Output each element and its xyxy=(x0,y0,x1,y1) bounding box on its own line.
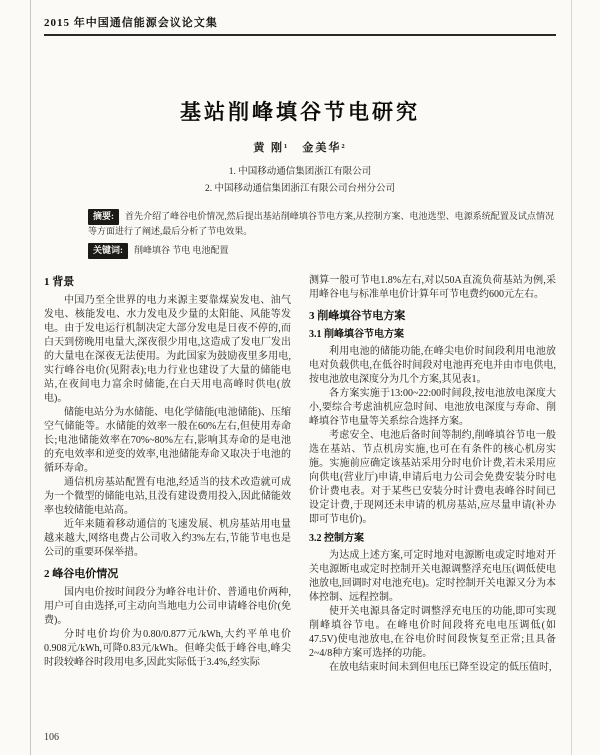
section-1-paragraph-4: 近年来随着移动通信的飞速发展、机房基站用电量越来越大,网络电费占公司收入约3%左右,节能节电也是公司的重要环保举措。 xyxy=(44,519,291,558)
page-content xyxy=(44,14,556,726)
section-2-paragraph-1: 国内电价按时间段分为峰谷电计价、普通电价两种,用户可自由选择,可主动向当地电力公司申请峰谷电价(免费)。 xyxy=(44,587,291,626)
section-1-paragraph-3: 通信机房基站配置有电池,经适当的技术改造就可成为一个微型的储能电站,且没有建设费用投入,因此储能效率也较储能电站高。 xyxy=(44,477,291,516)
keywords-label-badge: 关键词: xyxy=(88,243,128,259)
section-3-2-paragraph-2: 使开关电源具备定时调整浮充电压的功能,即可实现削峰填谷节电。在峰电价时间段将充电电压调低(如47.5V)使电池放电,在谷电价时间段恢复至正常;且具备2~4/8种方案可选择的功能。 xyxy=(309,606,556,659)
section-3-1-heading: 3.1 削峰填谷节电方案 xyxy=(309,329,404,340)
keywords-row xyxy=(88,243,554,259)
section-1-heading: 1 背景 xyxy=(44,276,75,288)
authors-line: 黄 刚¹ 金美华² xyxy=(253,142,347,154)
abstract-text: 首先介绍了峰谷电价情况,然后提出基站削峰填谷节电方案,从控制方案、电池选型、电源系统配置及试点情况等方面进行了阐述,最后分析了节电效果。 xyxy=(88,211,554,236)
section-1-paragraph-2: 储能电站分为水储能、电化学储能(电池储能)、压缩空气储能等。水储能的效率一般在60%左右,但使用寿命长;电池储能效率在70%~80%左右,影响其寿命的是电池的充电效率和逆变的效率,电池储能寿命又取决于电池的循环寿命。 xyxy=(44,407,291,474)
column-left xyxy=(44,274,291,726)
section-3-1-paragraph-1: 利用电池的储能功能,在峰尖电价时间段利用电池放电对负载供电,在低谷时间段对电池再充电并由市电供电,按电池放电深度分为几个方案,其见表1。 xyxy=(309,346,556,385)
paper-title: 基站削峰填谷节电研究 xyxy=(180,100,420,124)
keywords-text: 削峰填谷 节电 电池配置 xyxy=(134,245,229,255)
abstract-label-badge: 摘要: xyxy=(88,209,119,225)
page-number: 106 xyxy=(44,732,59,743)
section-3-1-paragraph-2: 各方案实施于13:00~22:00时间段,按电池放电深度大小,要综合考虑油机应急时间、电池放电深度与寿命、削峰填谷节电量等关系综合选择方案。 xyxy=(309,388,556,427)
abstract-block xyxy=(44,209,556,259)
affiliation-2: 2. 中国移动通信集团浙江有限公司台州分公司 xyxy=(204,184,395,194)
affiliation-1: 1. 中国移动通信集团浙江有限公司 xyxy=(228,167,372,177)
continuation-paragraph: 测算一般可节电1.8%左右,对以50A直流负荷基站为例,采用峰谷电与标准单电价计算年可节电费约600元左右。 xyxy=(309,275,556,300)
section-3-2-paragraph-1: 为达成上述方案,可定时地对电源断电或定时地对开关电源断电或定时控制开关电源调整浮充电压(调低使电池放电,回调时对电池充电)。定时控制开关电源又分为本体控制、远程控制。 xyxy=(309,550,556,603)
scan-edge-left xyxy=(30,0,31,755)
section-3-1-paragraph-3: 考虑安全、电池后备时间等制约,削峰填谷节电一般选在基站、节点机房实施,也可在有条件的核心机房实施。实施前应确定该基站采用分时电价计费,若未采用应向供电(营业厅)申请,申请后电力公司会免费安装分时电价计费电表。对于某些已安装分时计费电表峰谷时间已设定计费,于现网还未申请的机房基站,应尽量申请(补办即可节电价)。 xyxy=(309,430,556,525)
section-3-heading: 3 削峰填谷节电方案 xyxy=(309,310,406,322)
scan-edge-right xyxy=(571,0,572,755)
section-3-2-heading: 3.2 控制方案 xyxy=(309,533,364,544)
section-2-paragraph-2: 分时电价均价为0.80/0.877元/kWh,大约平单电价0.908元/kWh,可降0.83元/kWh。但峰尖低于峰谷电,峰尖时段较峰谷时段用电多,因此实际低于3.4%,经实际 xyxy=(44,629,291,668)
proceedings-title: 2015 年中国通信能源会议论文集 xyxy=(44,17,218,29)
section-3-2-paragraph-3: 在放电结束时间未到但电压已降至设定的低压值时, xyxy=(329,662,552,673)
two-column-body xyxy=(44,274,556,726)
header-rule xyxy=(44,34,556,36)
section-1-paragraph-1: 中国乃至全世界的电力来源主要靠煤炭发电、油气发电、核能发电、水力发电及少量的太阳能、风能等发电。由于发电运行机制决定大部分发电是日夜不停的,而白天到傍晚用电量大,深夜很少用电,这造成了发电厂发出的大量电在深夜无法使用。为此国家为鼓励夜里多用电,实行峰谷电价(见附表);电力行业也建设了大量的储能电站,在夜间电力富余时储能,在白天用电高峰时供电(放电)。 xyxy=(44,295,291,404)
column-right xyxy=(309,274,556,726)
section-2-heading: 2 峰谷电价情况 xyxy=(44,568,119,580)
